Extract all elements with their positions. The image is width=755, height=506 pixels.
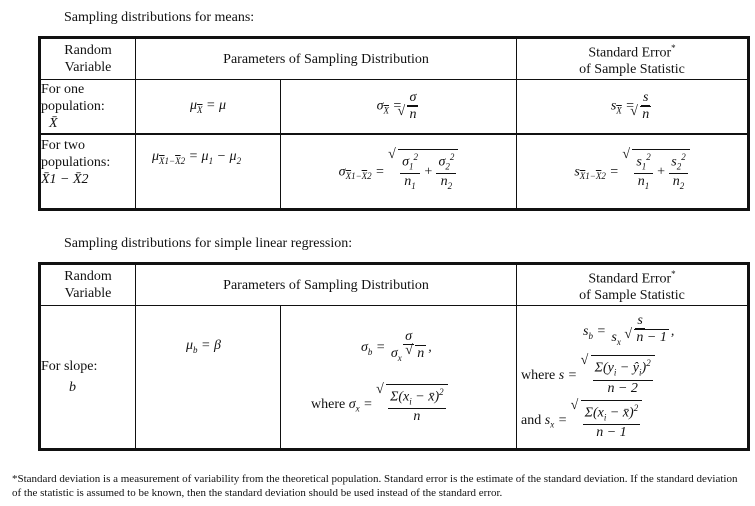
mean-formula-two: $\mu_{\overline{X}1-\overline{X}2} = \mu_1 - \mu_2$ [136, 134, 281, 210]
row-label-one-population: For one population: X̄ [40, 80, 136, 134]
row-label-two-populations: For two populations: X̄1 − X̄2 [40, 134, 136, 210]
footnote: *Standard deviation is a measurement of variability from the theoretical population. Standard error is the estimate of the standard deviation. If the standard deviation of the statistic is assumed to be known, then the standard deviation should be used instead of the standard error. [12, 473, 738, 499]
row-label-slope: For slope: b [40, 306, 136, 450]
table-row [40, 80, 749, 134]
se-formula-one: $s_{\overline{X}}$ = s √ n [517, 80, 749, 134]
mean-formula-one: $\mu_{\overline{X}} = \mu$ [136, 80, 281, 134]
sd-formula-two: $\sigma_{\overline{X}1-\overline{X}2}$ = √ $\frac{\sigma_1^2}{n_1}$ + $\frac{\sigma_2^2}{n_2}$ [281, 134, 517, 210]
se-formula-slope: $s_b$ = $\frac{s}{s_x √ n - 1}$ , where s = √ $\frac{\Sigma(y_i - ŷ_i)^2}{n - 2}$ and $s_x$ = √ $\frac{\Sigma(x_i - x̄)^2}{n - 1}$ [517, 306, 749, 450]
sd-formula-one: $\sigma_{\overline{X}}$ = σ √ n [281, 80, 517, 134]
header-random-variable: Random Variable [40, 38, 136, 80]
table-row [40, 134, 749, 210]
header-standard-error: Standard Error* of Sample Statistic [517, 264, 749, 306]
header-random-variable: Random Variable [40, 264, 136, 306]
regression-table [38, 262, 750, 451]
sd-formula-slope: $\sigma_b$ = $\frac{\sigma}{\sigma_x √ n}$ , where $\sigma_x$ = √ $\frac{\Sigma(x_i - x̄)^2}{n}$ [281, 306, 517, 450]
table-row [40, 306, 749, 450]
header-standard-error: Standard Error* of Sample Statistic [517, 38, 749, 80]
se-formula-two: $s_{\overline{X}1-\overline{X}2}$ = √ $\frac{s_1^2}{n_1}$ + $\frac{s_2^2}{n_2}$ [517, 134, 749, 210]
header-parameters: Parameters of Sampling Distribution [136, 38, 517, 80]
header-parameters: Parameters of Sampling Distribution [136, 264, 517, 306]
mean-formula-slope: $\mu_b = \beta$ [136, 306, 281, 450]
means-table [38, 36, 750, 211]
section2-title: Sampling distributions for simple linear regression: [64, 236, 353, 251]
section1-title: Sampling distributions for means: [64, 10, 255, 25]
